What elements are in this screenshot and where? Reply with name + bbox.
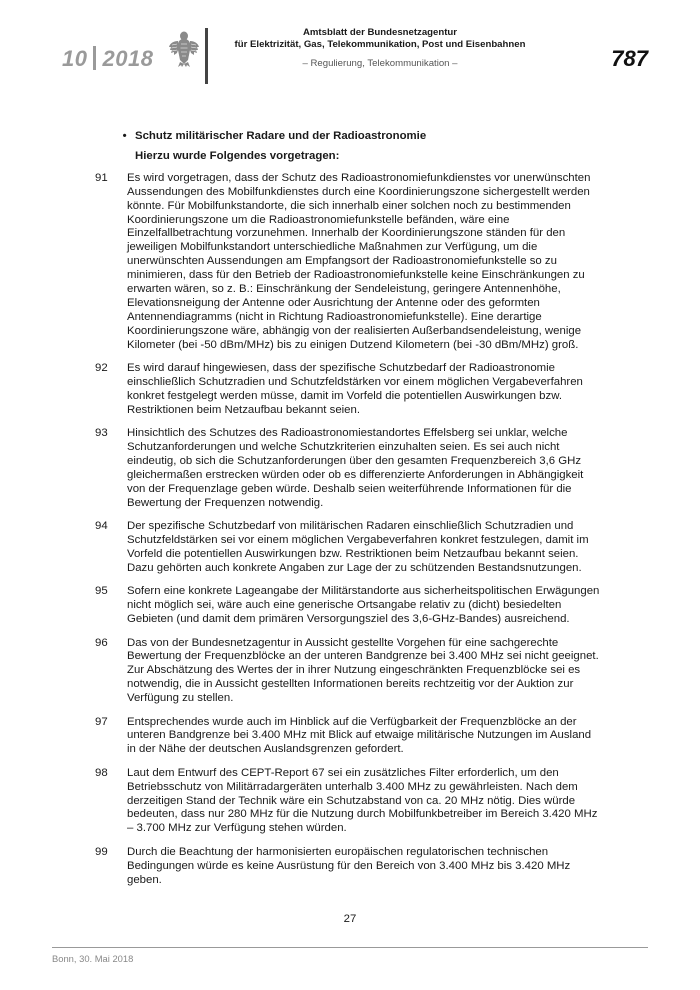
issue-separator [93,46,96,70]
paragraph-number: 99 [95,845,108,858]
footer-page-index: 27 [343,913,357,925]
issue-label [62,46,153,72]
paragraph-text: Hinsichtlich des Schutzes des Radioastronomiestandortes Effelsberg sei unklar, welche Schutzanforderungen und welche Schutzkriterien einzuhalten seien. Es sei auch nicht eindeutig, ob sich die Schutzanforderungen über den gesamten Frequenzbereich 3,6 GHz gleichermaßen erstrecken würden oder ob es differenzierte Anforderungen in Abhängigkeit von der Frequenzlage geben würde. Deshalb seien weiterführende Informationen für die Bewertung der Frequenzen notwendig. [127,427,584,509]
bullet-icon: • [122,130,133,142]
paragraph-number: 97 [95,715,108,728]
paragraph-95 [95,585,600,627]
intro-text: Hierzu wurde Folgendes vorgetragen: [135,149,340,162]
paragraph-98 [95,767,600,837]
paragraph-text: Sofern eine konkrete Lageangabe der Militärstandorte aus sicherheitspolitischen Erwägungen nicht möglich sei, wäre auch eine generische Ortsangabe relativ zu (dicht) besiedelten Gebieten (und damit dem primären Versorgungsziel des 3,6-GHz-Bandes) ausreichend. [127,585,600,626]
paragraph-number: 96 [95,636,108,649]
paragraph-94 [95,520,600,576]
paragraph-text: Entsprechendes wurde auch im Hinblick auf die Verfügbarkeit der Frequenzblöcke an der unteren Bandgrenze bei 3.400 MHz mit Blick auf etwaige militärische Nutzungen im Ausland in der Nähe der deutschen Auslandsgrenzen gefordert. [127,715,592,756]
document-body [95,130,600,897]
paragraph-number: 91 [95,171,108,184]
footer-place-date: Bonn, 30. Mai 2018 [52,953,134,964]
paragraph-number: 93 [95,427,108,440]
footer-divider [52,947,648,948]
paragraph-text: Das von der Bundesnetzagentur in Aussicht gestellte Vorgehen für eine sachgerechte Bewertung der Frequenzblöcke an der unteren Bandgrenze bei 3.400 MHz sei nicht geeignet. Zur Abschätzung des Wertes der in ihrer Nutzung eingeschränkten Frequenzblöcke sei es notwendig, die in Aussicht gestellten Informationen bereits rechtzeitig vor der Auktion zur Verfügung zu stellen. [127,636,599,705]
gazette-title [215,27,545,51]
issue-number: 10 [62,46,88,71]
paragraph-number: 92 [95,362,108,375]
paragraph-number: 98 [95,766,108,779]
paragraph-96 [95,637,600,707]
page-header [0,0,700,90]
paragraph-text: Es wird darauf hingewiesen, dass der spezifische Schutzbedarf der Radioastronomie einschließlich Schutzradien und Schutzfeldstärken vor einem möglichen Vergabeverfahren konkret festgelegt werden müsse, damit im Vorfeld die potentiellen Auswirkungen bzw. Restriktionen beim Netzaufbau bekannt seien. [127,362,583,416]
paragraph-text: Der spezifische Schutzbedarf von militärischen Radaren einschließlich Schutzradien und Schutzfeldstärken sei vor einem möglichen Vergabeverfahren konkret festzulegen, damit im Vorfeld die potentiellen Auswirkungen bzw. Restriktionen beim Netzaufbau bekannt seien. Dazu gehörten auch konkrete Angaben zur Lage der zu schützenden Bestandsnutzungen. [127,520,589,574]
federal-eagle-icon [168,30,200,68]
paragraph-92 [95,362,600,418]
paragraph-number: 94 [95,520,108,533]
issue-year: 2018 [102,46,154,71]
paragraph-91 [95,172,600,353]
gazette-title-line1: Amtsblatt der Bundesnetzagentur [302,27,458,38]
page-number: 787 [611,46,648,71]
paragraph-text: Laut dem Entwurf des CEPT-Report 67 sei ein zusätzliches Filter erforderlich, um den Betriebsschutz von Militärradargeräten unterhalb 3.400 MHz zu gewährleisten. Nach dem derzeitigen Stand der Technik wäre ein Schutzabstand von ca. 20 MHz nötig. Dies würde bedeuten, dass nur 280 MHz für die Nutzung durch Mobilfunkbetreiber im Bereich 3.420 MHz – 3.700 MHz zur Verfügung stehen würden. [127,766,598,835]
paragraph-text: Es wird vorgetragen, dass der Schutz des Radioastronomiefunkdienstes vor unerwünschten Aussendungen des Mobilfunkdienstes durch eine Koordinierungszone sichergestellt werden könnte. Für Mobilfunkstandorte, die sich innerhalb einer solchen noch zu bestimmenden Koordinierungszone um die Radioastronomiefunkstelle befänden, wäre eine Einzelfallbetrachtung vorzunehmen. Innerhalb der Koordinierungszone ständen für den jeweiligen Mobilfunkstandort unterschiedliche Maßnahmen zur Verfügung, um die unerwünschten Aussendungen am Empfangsort der Radioastronomiefunkstelle so zu minimieren, dass für den Betrieb der Radioastronomiefunkstelle keine Einschränkungen zu erwarten wären, so z. B.: Einschränkung der Sendeleistung, geringere Antennenhöhe, Elevationsneigung der Antenne oder Ausrichtung der Antenne oder des geformten Antennendiagramms (nicht in Richtung Radioastronomiefunkstelle). Eine derartige Koordinierungszone wäre, abhängig von der realisierten Außerbandsendeleistung, wenige Kilometer (bei -50 dBm/MHz) bis zu einigen Dutzend Kilometern (bei -30 dBm/MHz) groß. [127,171,591,351]
bullet-heading-text: Schutz militärischer Radare und der Radioastronomie [135,130,427,142]
section-label: – Regulierung, Telekommunikation – [302,58,458,69]
paragraph-99 [95,846,600,888]
paragraph-97 [95,716,600,758]
gazette-title-line2: für Elektrizität, Gas, Telekommunikation, Post und Eisenbahnen [234,39,526,50]
paragraph-93 [95,427,600,510]
paragraph-number: 95 [95,585,108,598]
bullet-heading [95,130,600,144]
header-divider [205,28,208,84]
paragraph-text: Durch die Beachtung der harmonisierten europäischen regulatorischen technischen Bedingungen würde es keine Ausrüstung für den Bereich von 3.400 MHz bis 3.420 MHz geben. [127,845,571,886]
